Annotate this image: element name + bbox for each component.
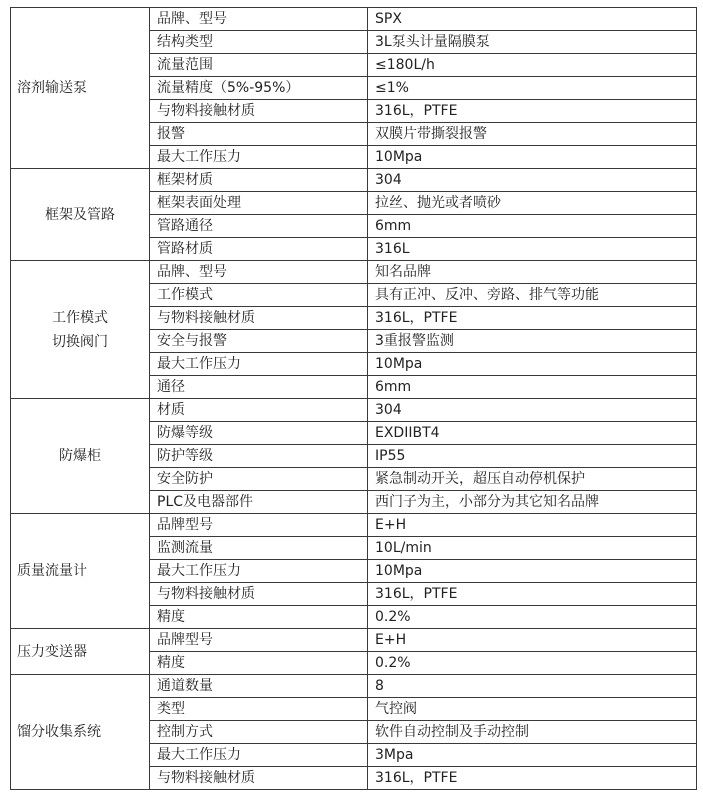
parameter-cell: 类型 xyxy=(150,698,368,721)
value-cell: 具有正冲、反冲、旁路、排气等功能 xyxy=(368,284,697,307)
value-cell: ≤180L/h xyxy=(368,54,697,77)
parameter-cell: 与物料接触材质 xyxy=(150,583,368,606)
parameter-cell: 结构类型 xyxy=(150,31,368,54)
table-row xyxy=(11,261,697,284)
value-cell: IP55 xyxy=(368,445,697,468)
value-cell: 6mm xyxy=(368,376,697,399)
value-cell: EXDIIBT4 xyxy=(368,422,697,445)
category-cell xyxy=(11,169,150,261)
value-cell: 8 xyxy=(368,675,697,698)
value-cell: 3重报警监测 xyxy=(368,330,697,353)
parameter-cell: 管路材质 xyxy=(150,238,368,261)
value-cell: 304 xyxy=(368,399,697,422)
category-label: 工作模式 xyxy=(52,309,108,326)
category-label: 馏分收集系统 xyxy=(17,724,101,740)
parameter-cell: 报警 xyxy=(150,123,368,146)
parameter-cell: 品牌型号 xyxy=(150,629,368,652)
spec-table-body xyxy=(11,8,697,790)
category-label: 压力变送器 xyxy=(17,643,87,660)
parameter-cell: 通道数量 xyxy=(150,675,368,698)
value-cell: 316L，PTFE xyxy=(368,307,697,330)
parameter-cell: 流量范围 xyxy=(150,54,368,77)
category-cell xyxy=(11,261,150,399)
value-cell: 6mm xyxy=(368,215,697,238)
parameter-cell: 控制方式 xyxy=(150,721,368,744)
category-label: 防爆柜 xyxy=(59,448,101,464)
category-label: 框架及管路 xyxy=(45,206,115,223)
parameter-cell: 最大工作压力 xyxy=(150,146,368,169)
category-cell xyxy=(11,399,150,514)
value-cell: ≤1% xyxy=(368,77,697,100)
parameter-cell: 精度 xyxy=(150,652,368,675)
parameter-cell: 品牌型号 xyxy=(150,514,368,537)
parameter-cell: 与物料接触材质 xyxy=(150,307,368,330)
parameter-cell: 最大工作压力 xyxy=(150,560,368,583)
value-cell: E+H xyxy=(368,629,697,652)
parameter-cell: 安全防护 xyxy=(150,468,368,491)
value-cell: 10Mpa xyxy=(368,146,697,169)
parameter-cell: 监测流量 xyxy=(150,537,368,560)
value-cell: 0.2% xyxy=(368,652,697,675)
category-label: 质量流量计 xyxy=(17,563,87,579)
parameter-cell: 框架表面处理 xyxy=(150,192,368,215)
table-row xyxy=(11,675,697,698)
value-cell: 3L泵头计量隔膜泵 xyxy=(368,31,697,54)
category-cell xyxy=(11,514,150,629)
table-row xyxy=(11,8,697,31)
value-cell: 10Mpa xyxy=(368,560,697,583)
parameter-cell: 管路通径 xyxy=(150,215,368,238)
parameter-cell: 流量精度（5%-95%） xyxy=(150,77,368,100)
parameter-cell: 通径 xyxy=(150,376,368,399)
value-cell: 知名品牌 xyxy=(368,261,697,284)
table-row xyxy=(11,629,697,652)
value-cell: 软件自动控制及手动控制 xyxy=(368,721,697,744)
value-cell: 3Mpa xyxy=(368,744,697,767)
value-cell: 拉丝、抛光或者喷砂 xyxy=(368,192,697,215)
parameter-cell: 防护等级 xyxy=(150,445,368,468)
spec-table xyxy=(10,7,697,790)
value-cell: 西门子为主，小部分为其它知名品牌 xyxy=(368,491,697,514)
value-cell: 316L，PTFE xyxy=(368,767,697,790)
value-cell: 304 xyxy=(368,169,697,192)
parameter-cell: 工作模式 xyxy=(150,284,368,307)
parameter-cell: 防爆等级 xyxy=(150,422,368,445)
parameter-cell: 最大工作压力 xyxy=(150,353,368,376)
parameter-cell: 框架材质 xyxy=(150,169,368,192)
table-row xyxy=(11,514,697,537)
category-cell xyxy=(11,675,150,790)
parameter-cell: 品牌、型号 xyxy=(150,261,368,284)
category-label: 溶剂输送泵 xyxy=(17,80,87,96)
value-cell: 10L/min xyxy=(368,537,697,560)
value-cell: 316L，PTFE xyxy=(368,100,697,123)
category-cell xyxy=(11,629,150,675)
parameter-cell: 品牌、型号 xyxy=(150,8,368,31)
value-cell: 紧急制动开关，超压自动停机保护 xyxy=(368,468,697,491)
category-cell xyxy=(11,8,150,169)
value-cell: 10Mpa xyxy=(368,353,697,376)
parameter-cell: 最大工作压力 xyxy=(150,744,368,767)
table-row xyxy=(11,399,697,422)
value-cell: SPX xyxy=(368,8,697,31)
parameter-cell: 材质 xyxy=(150,399,368,422)
value-cell: E+H xyxy=(368,514,697,537)
value-cell: 316L xyxy=(368,238,697,261)
parameter-cell: 与物料接触材质 xyxy=(150,100,368,123)
value-cell: 316L，PTFE xyxy=(368,583,697,606)
parameter-cell: PLC及电器部件 xyxy=(150,491,368,514)
parameter-cell: 与物料接触材质 xyxy=(150,767,368,790)
parameter-cell: 安全与报警 xyxy=(150,330,368,353)
parameter-cell: 精度 xyxy=(150,606,368,629)
value-cell: 0.2% xyxy=(368,606,697,629)
value-cell: 双膜片带撕裂报警 xyxy=(368,123,697,146)
table-row xyxy=(11,169,697,192)
value-cell: 气控阀 xyxy=(368,698,697,721)
category-label: 切换阀门 xyxy=(52,333,108,350)
